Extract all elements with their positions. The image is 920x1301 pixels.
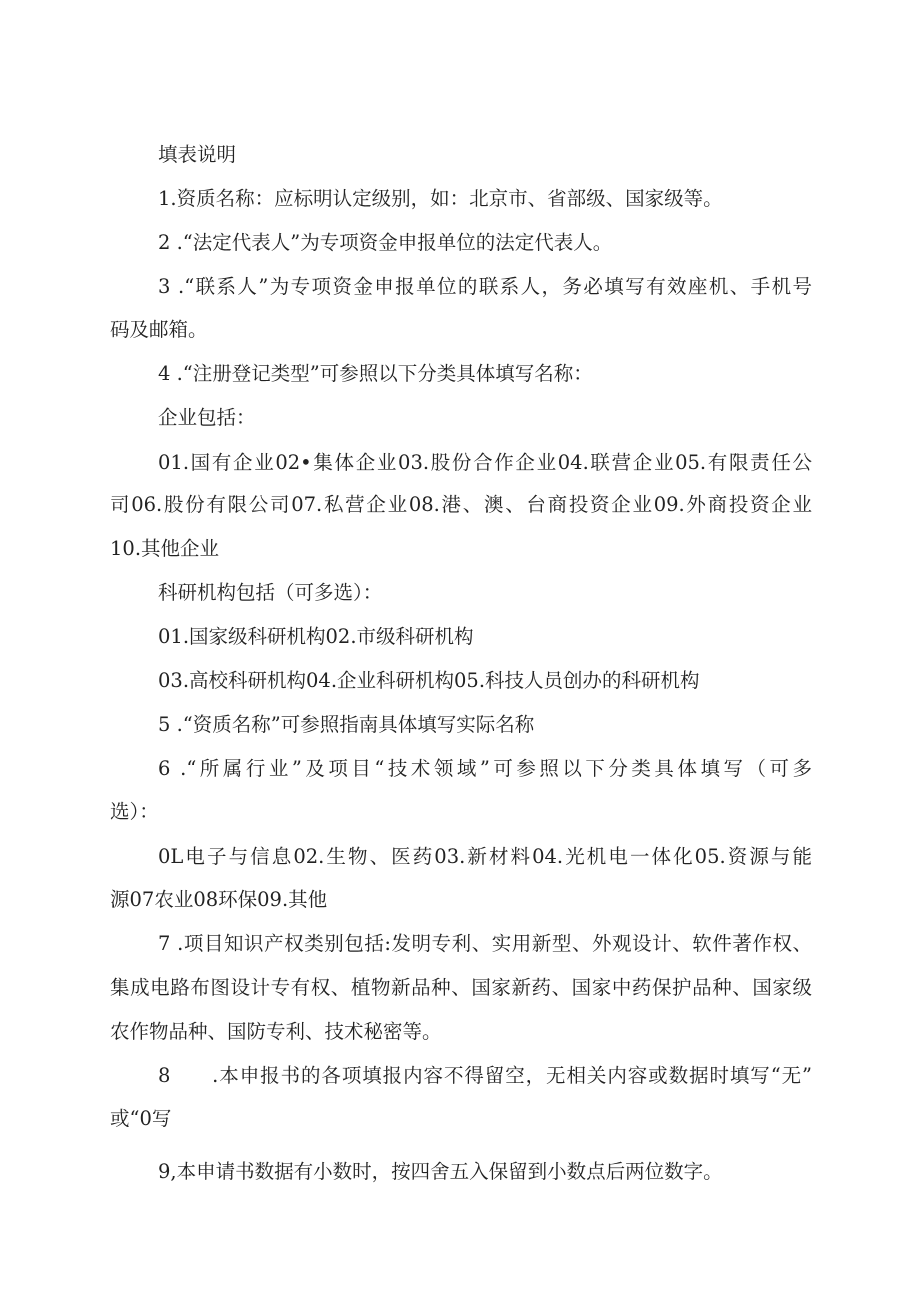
paragraph-line: 01.国家级科研机构02.市级科研机构 <box>158 625 474 648</box>
paragraph-line: 集成电路布图设计专有权、植物新品种、国家新药、国家中药保护品种、国家级 <box>110 976 812 999</box>
document-title: 填表说明 <box>158 143 237 166</box>
paragraph-line: 01.国有企业02•集体企业03.股份合作企业04.联营企业05.有限责任公 <box>158 451 812 474</box>
paragraph-line: 或“0写 <box>110 1107 172 1130</box>
paragraph-line: 4 .“注册登记类型”可参照以下分类具体填写名称： <box>158 362 593 385</box>
paragraph-line: 3 .“联系人”为专项资金申报单位的联系人，务必填写有效座机、手机号 <box>158 275 812 298</box>
paragraph-line: 1.资质名称：应标明认定级别，如：北京市、省部级、国家级等。 <box>158 187 723 210</box>
paragraph-line: 6 .“所属行业”及项目“技术领域”可参照以下分类具体填写（可多 <box>158 757 812 780</box>
paragraph-line: 0L电子与信息02.生物、医药03.新材料04.光机电一体化05.资源与能 <box>158 845 812 868</box>
paragraph-line: 2 .“法定代表人”为专项资金申报单位的法定代表人。 <box>158 231 613 254</box>
paragraph-line: 10.其他企业 <box>110 537 220 560</box>
paragraph-line: 司06.股份有限公司07.私营企业08.港、澳、台商投资企业09.外商投资企业 <box>110 493 812 516</box>
paragraph-line: 源07农业08环保09.其他 <box>110 888 328 911</box>
paragraph-line: 选）： <box>110 800 159 823</box>
paragraph-line: 8 .本申报书的各项填报内容不得留空，无相关内容或数据时填写“无” <box>158 1064 812 1087</box>
paragraph-line: 码及邮箱。 <box>110 318 208 341</box>
paragraph-line: 5 .“资质名称”可参照指南具体填写实际名称 <box>158 713 535 736</box>
paragraph-line: 9,本申请书数据有小数时，按四舍五入保留到小数点后两位数字。 <box>158 1160 723 1183</box>
paragraph-line: 农作物品种、国防专利、技术秘密等。 <box>110 1020 442 1043</box>
paragraph-line: 企业包括： <box>158 406 256 429</box>
paragraph-line: 7 .项目知识产权类别包括:发明专利、实用新型、外观设计、软件著作权、 <box>158 932 812 955</box>
paragraph-line: 科研机构包括（可多选）： <box>158 581 383 604</box>
paragraph-line: 03.高校科研机构04.企业科研机构05.科技人员创办的科研机构 <box>158 669 700 692</box>
